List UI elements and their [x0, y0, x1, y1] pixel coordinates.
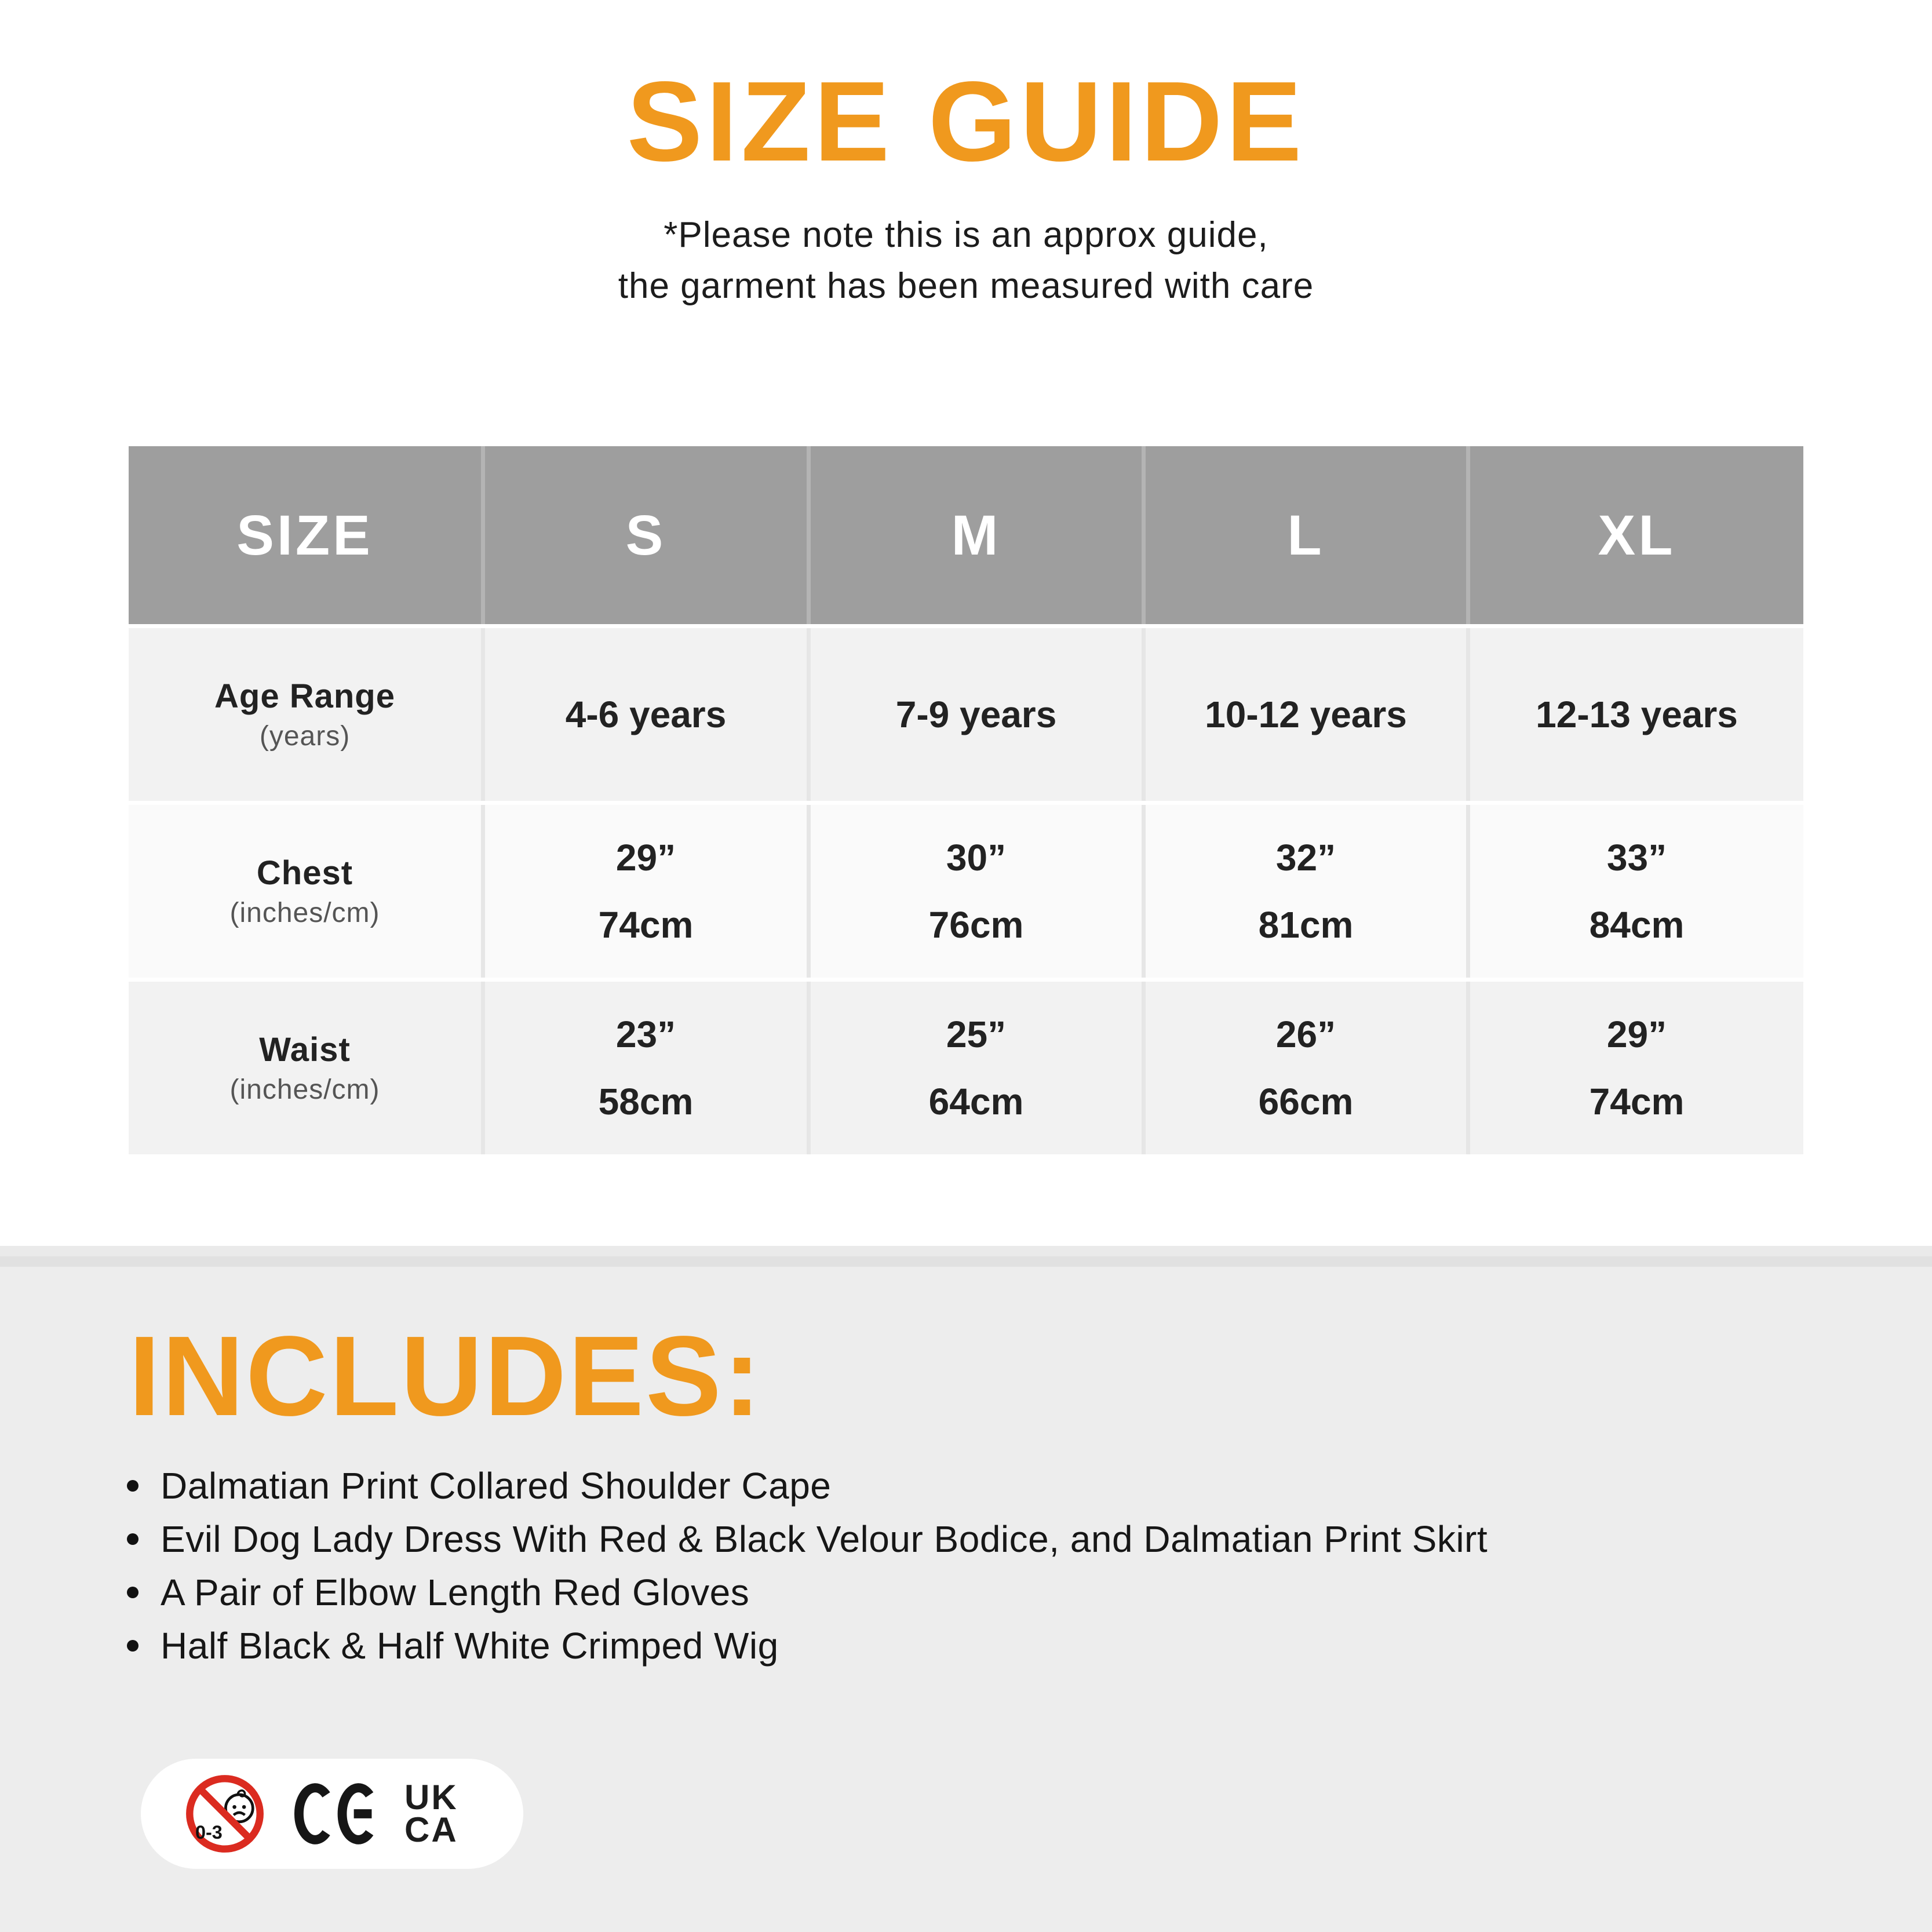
includes-title: INCLUDES: [129, 1313, 763, 1439]
table-cell-age-s: 4-6 years [481, 628, 807, 801]
section-divider [0, 1246, 1932, 1256]
ce-mark-icon [293, 1781, 377, 1846]
row-sublabel: (inches/cm) [229, 898, 380, 928]
list-item-text: Evil Dog Lady Dress With Red & Black Velour Bodice, and Dalmatian Print Skirt [161, 1518, 1488, 1560]
table-cell-chest-s: 29” 74cm [481, 805, 807, 978]
row-label-age-range [129, 628, 481, 801]
includes-list [127, 1459, 1488, 1672]
list-item-text: Dalmatian Print Collared Shoulder Cape [161, 1465, 832, 1507]
section-divider-shadow [0, 1256, 1932, 1267]
ukca-mark-icon [404, 1778, 458, 1849]
ukca-line-1: UK [404, 1778, 458, 1817]
size-table-header-size: SIZE [129, 446, 481, 624]
age-warning-icon [185, 1774, 265, 1854]
bullet-icon [127, 1587, 138, 1598]
list-item [127, 1619, 1488, 1672]
size-table-header-xl: XL [1466, 446, 1803, 624]
table-cell-age-xl: 12-13 years [1466, 628, 1803, 801]
table-cell-waist-l: 26” 66cm [1142, 982, 1466, 1154]
row-label-waist [129, 982, 481, 1154]
row-label: Chest [256, 854, 353, 892]
row-label: Waist [259, 1031, 351, 1069]
list-item [127, 1459, 1488, 1512]
size-table [129, 446, 1803, 1154]
row-sublabel: (years) [259, 721, 351, 752]
age-warning-label: 0-3 [195, 1821, 223, 1843]
note-line-1: *Please note this is an approx guide, [664, 215, 1268, 255]
note-line-2: the garment has been measured with care [618, 266, 1314, 307]
bullet-icon [127, 1533, 138, 1545]
table-cell-age-m: 7-9 years [807, 628, 1142, 801]
table-cell-chest-m: 30” 76cm [807, 805, 1142, 978]
size-table-header-m: M [807, 446, 1142, 624]
list-item [127, 1566, 1488, 1619]
table-cell-age-l: 10-12 years [1142, 628, 1466, 801]
size-table-header-l: L [1142, 446, 1466, 624]
table-cell-chest-xl: 33” 84cm [1466, 805, 1803, 978]
bullet-icon [127, 1480, 138, 1492]
table-cell-chest-l: 32” 81cm [1142, 805, 1466, 978]
list-item-text: Half Black & Half White Crimped Wig [161, 1625, 779, 1667]
page-title: SIZE GUIDE [626, 58, 1306, 185]
ukca-line-2: CA [404, 1810, 458, 1849]
approx-guide-note [0, 210, 1932, 312]
size-table-header-s: S [481, 446, 807, 624]
list-item [127, 1512, 1488, 1566]
table-cell-waist-m: 25” 64cm [807, 982, 1142, 1154]
table-cell-waist-xl: 29” 74cm [1466, 982, 1803, 1154]
list-item-text: A Pair of Elbow Length Red Gloves [161, 1572, 750, 1613]
row-label: Age Range [214, 677, 395, 715]
bullet-icon [127, 1640, 138, 1652]
row-sublabel: (inches/cm) [229, 1074, 380, 1105]
table-cell-waist-s: 23” 58cm [481, 982, 807, 1154]
includes-section [0, 1246, 1932, 1932]
certification-badges [141, 1759, 523, 1869]
row-label-chest [129, 805, 481, 978]
